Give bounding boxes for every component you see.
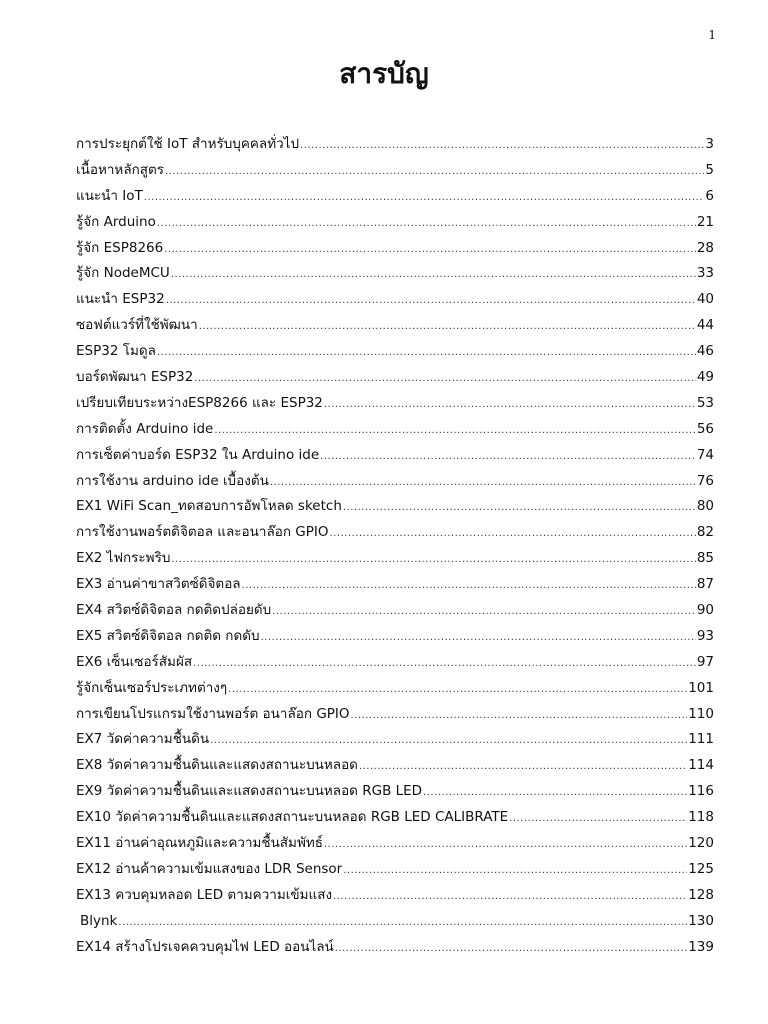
toc-entry-label: EX3 อ่านค่าขาสวิตซ์ดิจิตอล bbox=[76, 576, 241, 593]
toc-entry-page: 3 bbox=[705, 136, 714, 152]
dot-leader bbox=[171, 547, 695, 572]
toc-entry[interactable] bbox=[76, 727, 714, 753]
dot-leader bbox=[333, 884, 687, 909]
toc-entry[interactable] bbox=[76, 184, 714, 210]
toc-entry[interactable] bbox=[76, 132, 714, 158]
toc-entry-label: EX4 สวิตซ์ดิจิตอล กดติดปล่อยดับ bbox=[76, 602, 272, 619]
toc-entry[interactable] bbox=[76, 313, 714, 339]
toc-entry-page: 97 bbox=[696, 653, 714, 670]
toc-entry-label: รู้จักเซ็นเซอร์ประเภทต่างๆ bbox=[76, 679, 228, 696]
toc-entry-label: EX10 วัดค่าความชื้นดินและแสดงสถานะบนหลอด RGB LED CALIBRATE bbox=[76, 809, 509, 826]
toc-entry-label: รู้จัก ESP8266 bbox=[76, 239, 164, 256]
toc-entry-page: 74 bbox=[696, 446, 714, 463]
dot-leader bbox=[330, 521, 696, 546]
toc-entry-label: การติดตั้ง Arduino ide bbox=[76, 420, 214, 437]
toc-entry[interactable] bbox=[76, 935, 714, 961]
toc-entry[interactable] bbox=[76, 365, 714, 391]
dot-leader bbox=[272, 599, 696, 624]
toc-entry-label: การประยุกต์ใช้ IoT สำหรับบุคคลทั่วไป bbox=[76, 136, 300, 152]
toc-entry-label: การใช้งานพอร์ตดิจิตอล และอนาล๊อก GPIO bbox=[76, 524, 329, 541]
toc-entry-page: 44 bbox=[696, 317, 714, 334]
toc-entry-label: เปรียบเทียบระหว่างESP8266 และ ESP32 bbox=[76, 394, 323, 411]
toc-entry-label: รู้จัก Arduino bbox=[76, 213, 156, 230]
dot-leader bbox=[300, 133, 704, 158]
toc-entry-page: 33 bbox=[696, 265, 714, 282]
toc-entry[interactable] bbox=[76, 417, 714, 443]
dot-leader bbox=[343, 858, 687, 883]
toc-entry[interactable] bbox=[76, 546, 714, 572]
toc-entry-page: 87 bbox=[696, 576, 714, 593]
toc-entry-label: EX6 เซ็นเซอร์สัมผัส bbox=[76, 653, 193, 670]
toc-entry-label: การใช้งาน arduino ide เบื้องต้น bbox=[76, 472, 269, 489]
dot-leader bbox=[118, 910, 687, 935]
toc-entry[interactable] bbox=[76, 831, 714, 857]
toc-entry-page: 120 bbox=[688, 835, 714, 852]
dot-leader bbox=[359, 754, 687, 779]
toc-entry[interactable] bbox=[76, 883, 714, 909]
toc-entry-label: EX13 ควบคุมหลอด LED ตามความเข้มแสง bbox=[76, 886, 333, 903]
dot-leader bbox=[320, 444, 696, 469]
toc-entry-page: 85 bbox=[696, 550, 714, 567]
dot-leader bbox=[351, 703, 688, 728]
toc-entry[interactable] bbox=[76, 676, 714, 702]
toc-entry-label: EX12 อ่านค้าความเข้มแสงของ LDR Sensor bbox=[76, 860, 343, 877]
dot-leader bbox=[164, 237, 696, 262]
toc-entry[interactable] bbox=[76, 494, 714, 520]
toc-entry-label: เนื้อหาหลักสูตร bbox=[76, 161, 165, 178]
toc-entry-page: 110 bbox=[688, 705, 714, 722]
page-number: 1 bbox=[708, 28, 716, 42]
toc-entry-label: EX1 WiFi Scan_ทดสอบการอัพโหลด sketch bbox=[76, 498, 342, 515]
toc-entry-page: 101 bbox=[688, 679, 714, 696]
toc-entry[interactable] bbox=[76, 520, 714, 546]
toc-entry-page: 90 bbox=[696, 602, 714, 619]
toc-entry-page: 49 bbox=[696, 369, 714, 386]
toc-entry[interactable] bbox=[76, 624, 714, 650]
dot-leader bbox=[324, 392, 696, 417]
toc-entry-page: 93 bbox=[696, 627, 714, 644]
dot-leader bbox=[423, 780, 687, 805]
dot-leader bbox=[165, 159, 704, 184]
page-title: สารบัญ bbox=[339, 57, 429, 90]
toc-entry[interactable] bbox=[76, 650, 714, 676]
toc-entry-page: 130 bbox=[688, 912, 714, 929]
dot-leader bbox=[261, 625, 696, 650]
toc-entry-page: 76 bbox=[696, 472, 714, 489]
toc-entry[interactable] bbox=[76, 210, 714, 236]
dot-leader bbox=[194, 366, 696, 391]
toc-entry-label: การเซ็ตค่าบอร์ด ESP32 ใน Arduino ide bbox=[76, 446, 320, 463]
toc-entry-page: 128 bbox=[688, 886, 714, 903]
toc-entry[interactable] bbox=[76, 572, 714, 598]
toc-entry-page: 5 bbox=[705, 161, 714, 178]
toc-entry-page: 125 bbox=[688, 860, 714, 877]
toc-entry-page: 53 bbox=[696, 394, 714, 411]
dot-leader bbox=[228, 677, 687, 702]
toc-entry-page: 118 bbox=[688, 809, 714, 826]
toc-entry-label: แนะนำ IoT bbox=[76, 187, 143, 204]
toc-entry[interactable] bbox=[76, 443, 714, 469]
toc-entry-label: EX11 อ่านค่าอุณหภูมิและความชื้นสัมพัทธ์ bbox=[76, 835, 323, 852]
toc-entry-page: 28 bbox=[696, 239, 714, 256]
toc-entry-page: 40 bbox=[696, 291, 714, 308]
toc-entry[interactable] bbox=[76, 339, 714, 365]
toc-entry-page: 46 bbox=[696, 343, 714, 360]
dot-leader bbox=[157, 211, 696, 236]
dot-leader bbox=[335, 936, 687, 961]
toc-entry-label: Blynk bbox=[80, 912, 118, 929]
toc-entry[interactable] bbox=[76, 261, 714, 287]
toc-entry[interactable] bbox=[76, 779, 714, 805]
toc-entry-label: EX14 สร้างโปรเจคควบคุมไฟ LED ออนไลน์ bbox=[76, 938, 334, 955]
dot-leader bbox=[171, 262, 696, 287]
toc-entry-label: การเขียนโปรแกรมใช้งานพอร์ต อนาล๊อก GPIO bbox=[76, 705, 350, 722]
toc-entry-label: รู้จัก NodeMCU bbox=[76, 265, 170, 282]
toc-entry[interactable] bbox=[76, 909, 714, 935]
toc-entry-label: EX7 วัดค่าความชื้นดิน bbox=[76, 731, 210, 748]
toc-entry-page: 114 bbox=[688, 757, 714, 774]
toc-entry-page: 6 bbox=[705, 187, 714, 204]
toc-entry-page: 21 bbox=[696, 213, 714, 230]
toc-entry-page: 139 bbox=[688, 938, 714, 955]
dot-leader bbox=[270, 470, 696, 495]
toc-entry[interactable] bbox=[76, 287, 714, 313]
toc-entry-label: บอร์ดพัฒนา ESP32 bbox=[76, 369, 194, 386]
toc-entry-label: EX2 ไฟกระพริบ bbox=[76, 550, 171, 567]
dot-leader bbox=[193, 651, 696, 676]
toc-entry-label: ซอฟต์แวร์ที่ใช้พัฒนา bbox=[76, 317, 198, 334]
toc-entry[interactable] bbox=[76, 158, 714, 184]
toc-entry-page: 111 bbox=[688, 731, 714, 748]
toc-entry[interactable] bbox=[76, 391, 714, 417]
toc-entry-label: แนะนำ ESP32 bbox=[76, 291, 165, 308]
toc-entry-page: 56 bbox=[696, 420, 714, 437]
dot-leader bbox=[324, 832, 687, 857]
dot-leader bbox=[157, 340, 696, 365]
dot-leader bbox=[166, 288, 696, 313]
dot-leader bbox=[210, 728, 687, 753]
toc-entry-page: 82 bbox=[696, 524, 714, 541]
toc-entry[interactable] bbox=[76, 753, 714, 779]
toc-entry[interactable] bbox=[76, 702, 714, 728]
toc-entry-page: 116 bbox=[688, 783, 714, 800]
table-of-contents bbox=[76, 132, 714, 961]
toc-entry-label: EX8 วัดค่าความชื้นดินและแสดงสถานะบนหลอด bbox=[76, 757, 358, 774]
toc-entry-label: EX9 วัดค่าความชื้นดินและแสดงสถานะบนหลอด RGB LED bbox=[76, 783, 423, 800]
dot-leader bbox=[242, 573, 696, 598]
toc-entry-label: ESP32 โมดูล bbox=[76, 343, 156, 360]
toc-entry[interactable] bbox=[76, 598, 714, 624]
toc-entry-page: 80 bbox=[696, 498, 714, 515]
toc-entry[interactable] bbox=[76, 469, 714, 495]
toc-entry[interactable] bbox=[76, 857, 714, 883]
toc-entry[interactable] bbox=[76, 805, 714, 831]
toc-entry-label: EX5 สวิตซ์ดิจิตอล กดติด กดดับ bbox=[76, 627, 260, 644]
dot-leader bbox=[199, 314, 696, 339]
dot-leader bbox=[144, 185, 705, 210]
dot-leader bbox=[509, 806, 687, 831]
toc-entry[interactable] bbox=[76, 236, 714, 262]
dot-leader bbox=[214, 418, 695, 443]
dot-leader bbox=[343, 495, 696, 520]
